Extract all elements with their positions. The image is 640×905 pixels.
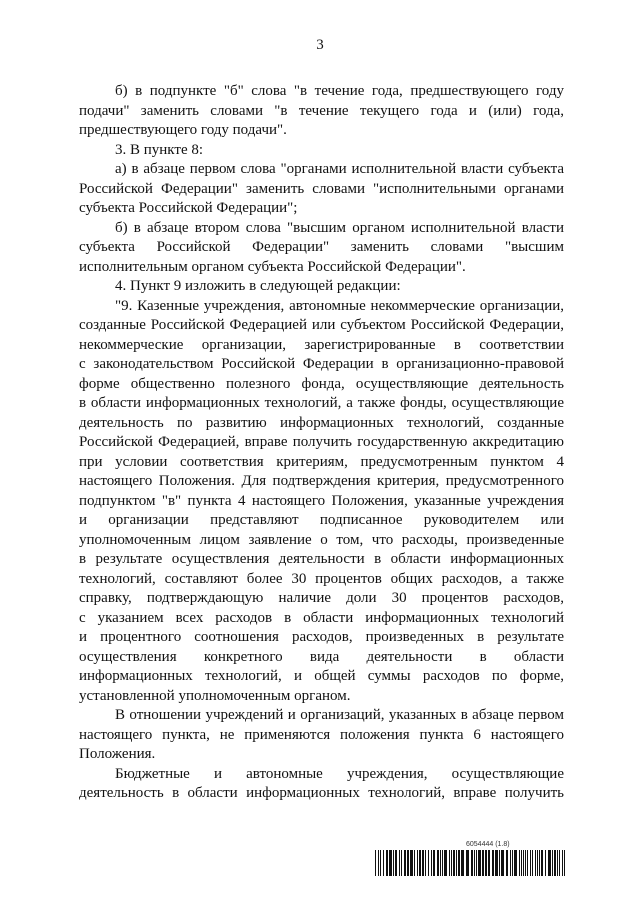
- barcode-bar: [525, 850, 526, 876]
- barcode-bar: [527, 850, 528, 876]
- text-line: при условии соответствия критериям, предусмотренным пунктом 4: [79, 453, 564, 470]
- barcode-bar: [422, 850, 424, 876]
- barcode-bar: [545, 850, 546, 876]
- text-line: Бюджетные и автономные учреждения, осуществляющие: [115, 765, 564, 782]
- barcode-image: [375, 850, 565, 876]
- text-line: форме общественно полезного фонда, осуществляющие деятельность: [79, 375, 564, 392]
- barcode-bar: [492, 850, 494, 876]
- text-line: 3. В пункте 8:: [115, 141, 204, 158]
- page-number: 3: [316, 37, 324, 53]
- barcode-bar: [378, 850, 379, 876]
- text-line: субъекта Российской Федерации";: [79, 200, 298, 216]
- barcode-bar: [499, 850, 500, 876]
- text-line: субъекта Российской Федерации" заменить словами "высшим: [79, 239, 564, 255]
- barcode-bar: [414, 850, 415, 876]
- barcode-bar: [386, 850, 388, 876]
- text-line: с законодательством Российской Федерации в организационно-правовой: [79, 356, 564, 372]
- barcode-bar: [393, 850, 394, 876]
- text-line: некоммерческие организации, зарегистрированные в соответствии: [79, 336, 564, 353]
- barcode-bar: [519, 850, 520, 876]
- barcode-bar: [380, 850, 381, 876]
- barcode-bar: [530, 850, 531, 876]
- barcode-bar: [488, 850, 490, 876]
- barcode-bar: [395, 850, 397, 876]
- text-line: Положения.: [79, 746, 156, 762]
- barcode-bar: [399, 850, 400, 876]
- text-line: "9. Казенные учреждения, автономные некоммерческие организации,: [115, 297, 564, 314]
- text-line: б) в абзаце втором слова "высшим органом исполнительной власти: [115, 219, 564, 236]
- barcode-bar: [537, 850, 538, 876]
- barcode-bar: [495, 850, 498, 876]
- barcode-bar: [478, 850, 481, 876]
- text-line: Российской Федерации" заменить словами "исполнительными органами: [79, 180, 564, 197]
- text-line: настоящего пункта, не применяются положения пункта 6 настоящего: [79, 726, 564, 743]
- barcode-bar: [453, 850, 455, 876]
- text-line: исполнительным органом субъекта Российской Федерации".: [79, 258, 466, 275]
- text-line: настоящего Положения. Для подтверждения критерия, предусмотренного: [79, 473, 564, 489]
- text-line: с указанием всех расходов в области информационных технологий: [79, 609, 564, 626]
- text-line: информационных технологий, и общей суммы расходов по форме,: [79, 668, 564, 684]
- text-line: справку, подтверждающую наличие доли 30 процентов расходов,: [79, 590, 564, 606]
- barcode-bar: [425, 850, 426, 876]
- barcode-bar: [559, 850, 560, 876]
- barcode-bar: [510, 850, 511, 876]
- barcode-bar: [501, 850, 504, 876]
- text-line: и процентного соотношения расходов, произведенных в результате: [79, 629, 564, 645]
- text-line: созданные Российской Федерацией или субъектом Российской Федерации,: [79, 317, 564, 333]
- text-line: деятельность по развитию информационных технологий, созданные: [79, 414, 564, 431]
- barcode-bar: [383, 850, 384, 876]
- text-line: а) в абзаце первом слова "органами исполнительной власти субъекта: [115, 161, 564, 177]
- barcode-bar: [485, 850, 487, 876]
- barcode-bar: [535, 850, 536, 876]
- document-body: [79, 82, 564, 804]
- barcode-bar: [389, 850, 392, 876]
- barcode-bar: [407, 850, 409, 876]
- barcode-bar: [417, 850, 418, 876]
- barcode-bar: [474, 850, 475, 876]
- barcode-bar: [433, 850, 435, 876]
- text-line: осуществления конкретного вида деятельности в области: [79, 648, 564, 665]
- barcode-bar: [375, 850, 376, 876]
- barcode-bar: [451, 850, 452, 876]
- barcode-bar: [442, 850, 443, 876]
- barcode-bar: [557, 850, 558, 876]
- barcode-bar: [532, 850, 533, 876]
- barcode-bar: [541, 850, 543, 876]
- barcode-bar: [521, 850, 522, 876]
- text-line: В отношении учреждений и организаций, указанных в абзаце первом: [115, 707, 564, 723]
- text-line: подпунктом "в" пункта 4 настоящего Положения, указанные учреждения: [79, 492, 564, 509]
- barcode-bar: [440, 850, 441, 876]
- text-line: технологий, составляют более 30 процентов общих расходов, а также: [79, 570, 564, 587]
- text-line: установленной уполномоченным органом.: [79, 687, 351, 704]
- barcode-bar: [410, 850, 413, 876]
- barcode-bar: [523, 850, 524, 876]
- barcode-bar: [419, 850, 421, 876]
- barcode-bar: [466, 850, 469, 876]
- text-line: уполномоченным лицом заявление о том, что расходы, произведенные: [79, 531, 564, 548]
- text-line: подачи" заменить словами "в течение текущего года и (или) года,: [79, 102, 564, 119]
- text-line: предшествующего году подачи".: [79, 122, 287, 138]
- barcode-bar: [564, 850, 565, 876]
- barcode-bar: [554, 850, 556, 876]
- barcode-bar: [514, 850, 517, 876]
- barcode-bar: [548, 850, 551, 876]
- barcode-bar: [471, 850, 473, 876]
- text-line: Российской Федерацией, вправе получить государственную аккредитацию: [79, 434, 564, 450]
- text-line: деятельность в области информационных технологий, вправе получить: [79, 785, 564, 801]
- barcode-bar: [404, 850, 406, 876]
- barcode-bar: [449, 850, 450, 876]
- barcode-bar: [476, 850, 477, 876]
- barcode-bar: [444, 850, 447, 876]
- barcode-bar: [437, 850, 439, 876]
- text-line: 4. Пункт 9 изложить в следующей редакции:: [115, 278, 401, 294]
- barcode-bar: [539, 850, 540, 876]
- barcode-bar: [458, 850, 460, 876]
- barcode-bar: [552, 850, 553, 876]
- text-line: и организации представляют подписанное руководителем или: [79, 512, 564, 528]
- barcode-bar: [482, 850, 484, 876]
- barcode-bar: [456, 850, 457, 876]
- barcode-bar: [512, 850, 513, 876]
- barcode-bar: [431, 850, 432, 876]
- barcode-bar: [562, 850, 563, 876]
- text-line: б) в подпункте "б" слова "в течение года, предшествующего году: [115, 83, 564, 99]
- barcode-label: 6054444 (1.8): [466, 841, 510, 848]
- barcode-bar: [401, 850, 402, 876]
- text-line: в области информационных технологий, а также фонды, осуществляющие: [79, 395, 564, 411]
- text-line: в результате осуществления деятельности в области информационных: [79, 551, 564, 567]
- barcode-bar: [428, 850, 429, 876]
- barcode-bar: [506, 850, 508, 876]
- barcode-bar: [461, 850, 464, 876]
